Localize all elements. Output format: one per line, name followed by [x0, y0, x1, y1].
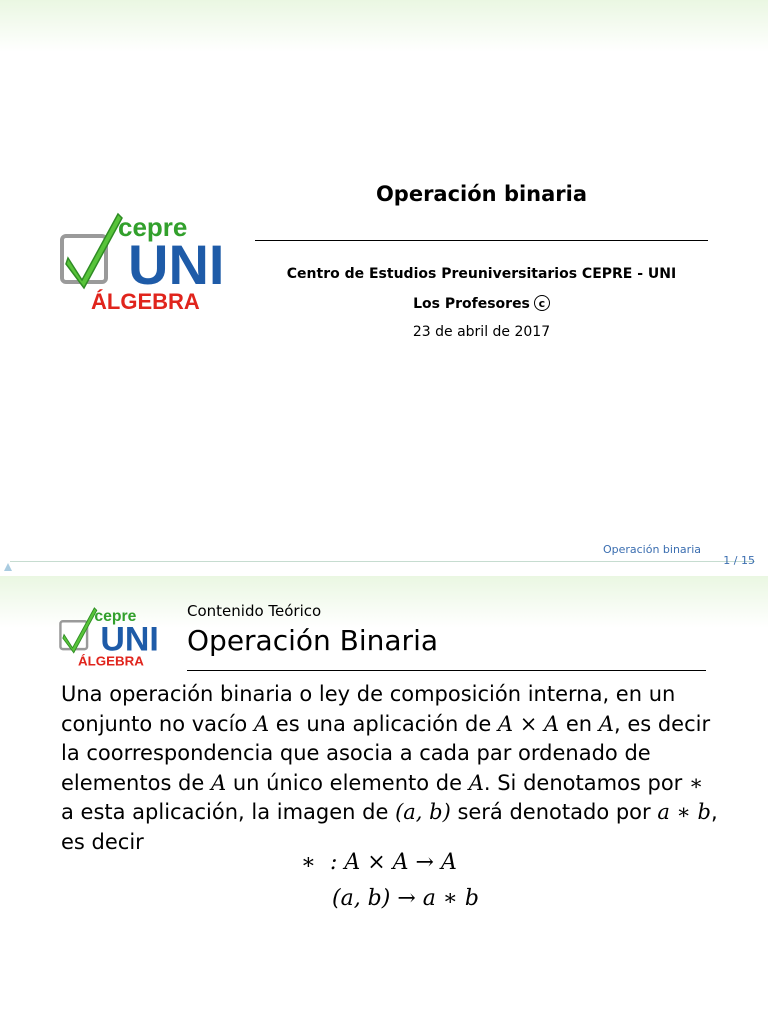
frame-title: Operación Binaria — [187, 624, 439, 657]
equation-rule: (a, b) → a ∗ b — [332, 886, 479, 911]
text-run: será denotado por — [450, 800, 658, 824]
math-cartesian-product: A × A — [497, 711, 560, 736]
institute-name: Centro de Estudios Preuniversitarios CEPRE - UNI — [286, 266, 677, 282]
section-subtitle: Contenido Teórico — [187, 602, 322, 620]
math-ordered-pair: (a, b) — [395, 800, 451, 824]
text-run: Una operación binaria o ley de composición interna, en un conjunto no vacío — [61, 682, 676, 736]
cepre-uni-logo — [58, 208, 233, 316]
logo-word-uni: UNI — [128, 233, 225, 296]
navigation-arrow-icon[interactable] — [4, 563, 12, 571]
copyright-icon: c — [534, 295, 550, 311]
logo-word-cepre: cepre — [118, 212, 188, 242]
content-slide — [0, 576, 768, 1024]
frame-title-divider — [187, 670, 706, 671]
authors-name: Los Profesores — [413, 296, 530, 312]
presentation-date: 23 de abril de 2017 — [412, 324, 551, 340]
cepre-uni-logo-graphic — [58, 208, 233, 316]
math-set-a: A — [598, 711, 614, 736]
authors-line — [255, 295, 708, 312]
definition-paragraph — [61, 680, 721, 857]
text-run: un único elemento de — [226, 770, 469, 795]
math-set-a: A — [253, 711, 270, 736]
cepre-uni-logo — [58, 604, 164, 670]
logo-word-algebra: ÁLGEBRA — [77, 653, 144, 669]
presentation-title: Operación binaria — [375, 182, 588, 206]
logo-word-cepre: cepre — [94, 608, 137, 626]
text-run: , es decir — [61, 800, 718, 854]
equation-mapping: ∗ : A × A → A — [301, 850, 457, 875]
cepre-uni-logo-graphic — [58, 604, 164, 670]
footer-title[interactable]: Operación binaria — [602, 543, 701, 556]
text-run: en — [559, 711, 599, 736]
logo-word-uni: UNI — [100, 620, 159, 659]
math-star-operator: ∗ — [688, 770, 704, 795]
text-run: es una aplicación de — [269, 711, 498, 736]
page-counter: 1 / 15 — [723, 554, 755, 567]
logo-word-algebra: ÁLGEBRA — [91, 289, 200, 314]
math-product: a ∗ b — [657, 800, 711, 824]
footer-divider — [10, 561, 755, 562]
header-band — [0, 0, 768, 52]
text-run: . Si denotamos por — [483, 770, 689, 795]
math-set-a: A — [210, 770, 227, 795]
math-set-a: A — [468, 770, 484, 795]
title-divider — [255, 240, 708, 241]
text-run: a esta aplicación, la imagen de — [61, 800, 396, 824]
text-run: , es decir la coorrespondencia que asocia a cada par ordenado de elementos de — [61, 711, 711, 795]
